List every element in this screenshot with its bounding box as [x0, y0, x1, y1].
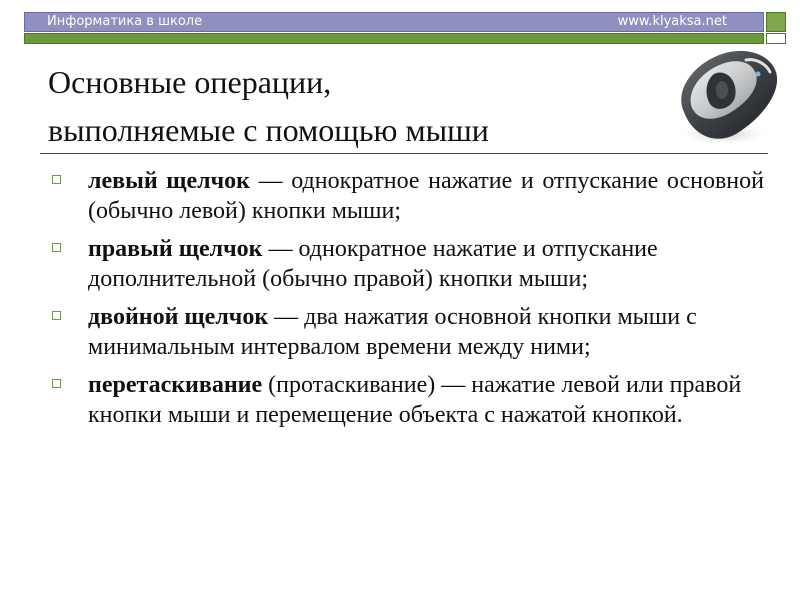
header-bar — [24, 12, 764, 32]
computer-mouse-icon — [666, 42, 784, 154]
header-accent-bar — [24, 33, 764, 44]
site-url-link[interactable]: www.klyaksa.net — [617, 14, 727, 29]
definition-drag: (протаскивание) — нажатие левой или правой кнопки мыши и перемещение объекта с нажатой кнопкой. — [88, 372, 742, 428]
square-bullet-icon — [52, 311, 61, 320]
term-left-click: левый щелчок — [88, 168, 250, 194]
slide-title-line-2: выполняемые с помощью мыши — [48, 112, 489, 148]
square-bullet-icon — [52, 379, 61, 388]
term-right-click: правый щелчок — [88, 236, 263, 262]
definition-double-click: — два нажатия основной кнопки мыши с минимальным интервалом времени между ними; — [88, 304, 697, 360]
operations-list — [48, 166, 764, 438]
list-item — [48, 166, 764, 226]
square-bullet-icon — [52, 243, 61, 252]
title-divider — [40, 153, 768, 154]
list-item — [48, 302, 764, 362]
slide-title-line-1: Основные операции, — [48, 64, 332, 100]
definition-left-click: — однократное нажатие и отпускание основной (обычно левой) кнопки мыши; — [88, 168, 764, 224]
term-double-click: двойной щелчок — [88, 304, 269, 330]
slide-title — [48, 58, 489, 154]
header-corner-box — [766, 12, 786, 32]
term-drag: перетаскивание — [88, 372, 263, 398]
square-bullet-icon — [52, 175, 61, 184]
list-item — [48, 234, 764, 294]
site-name: Информатика в школе — [47, 14, 203, 29]
list-item — [48, 370, 764, 430]
definition-right-click: — однократное нажатие и отпускание дополнительной (обычно правой) кнопки мыши; — [88, 236, 658, 292]
